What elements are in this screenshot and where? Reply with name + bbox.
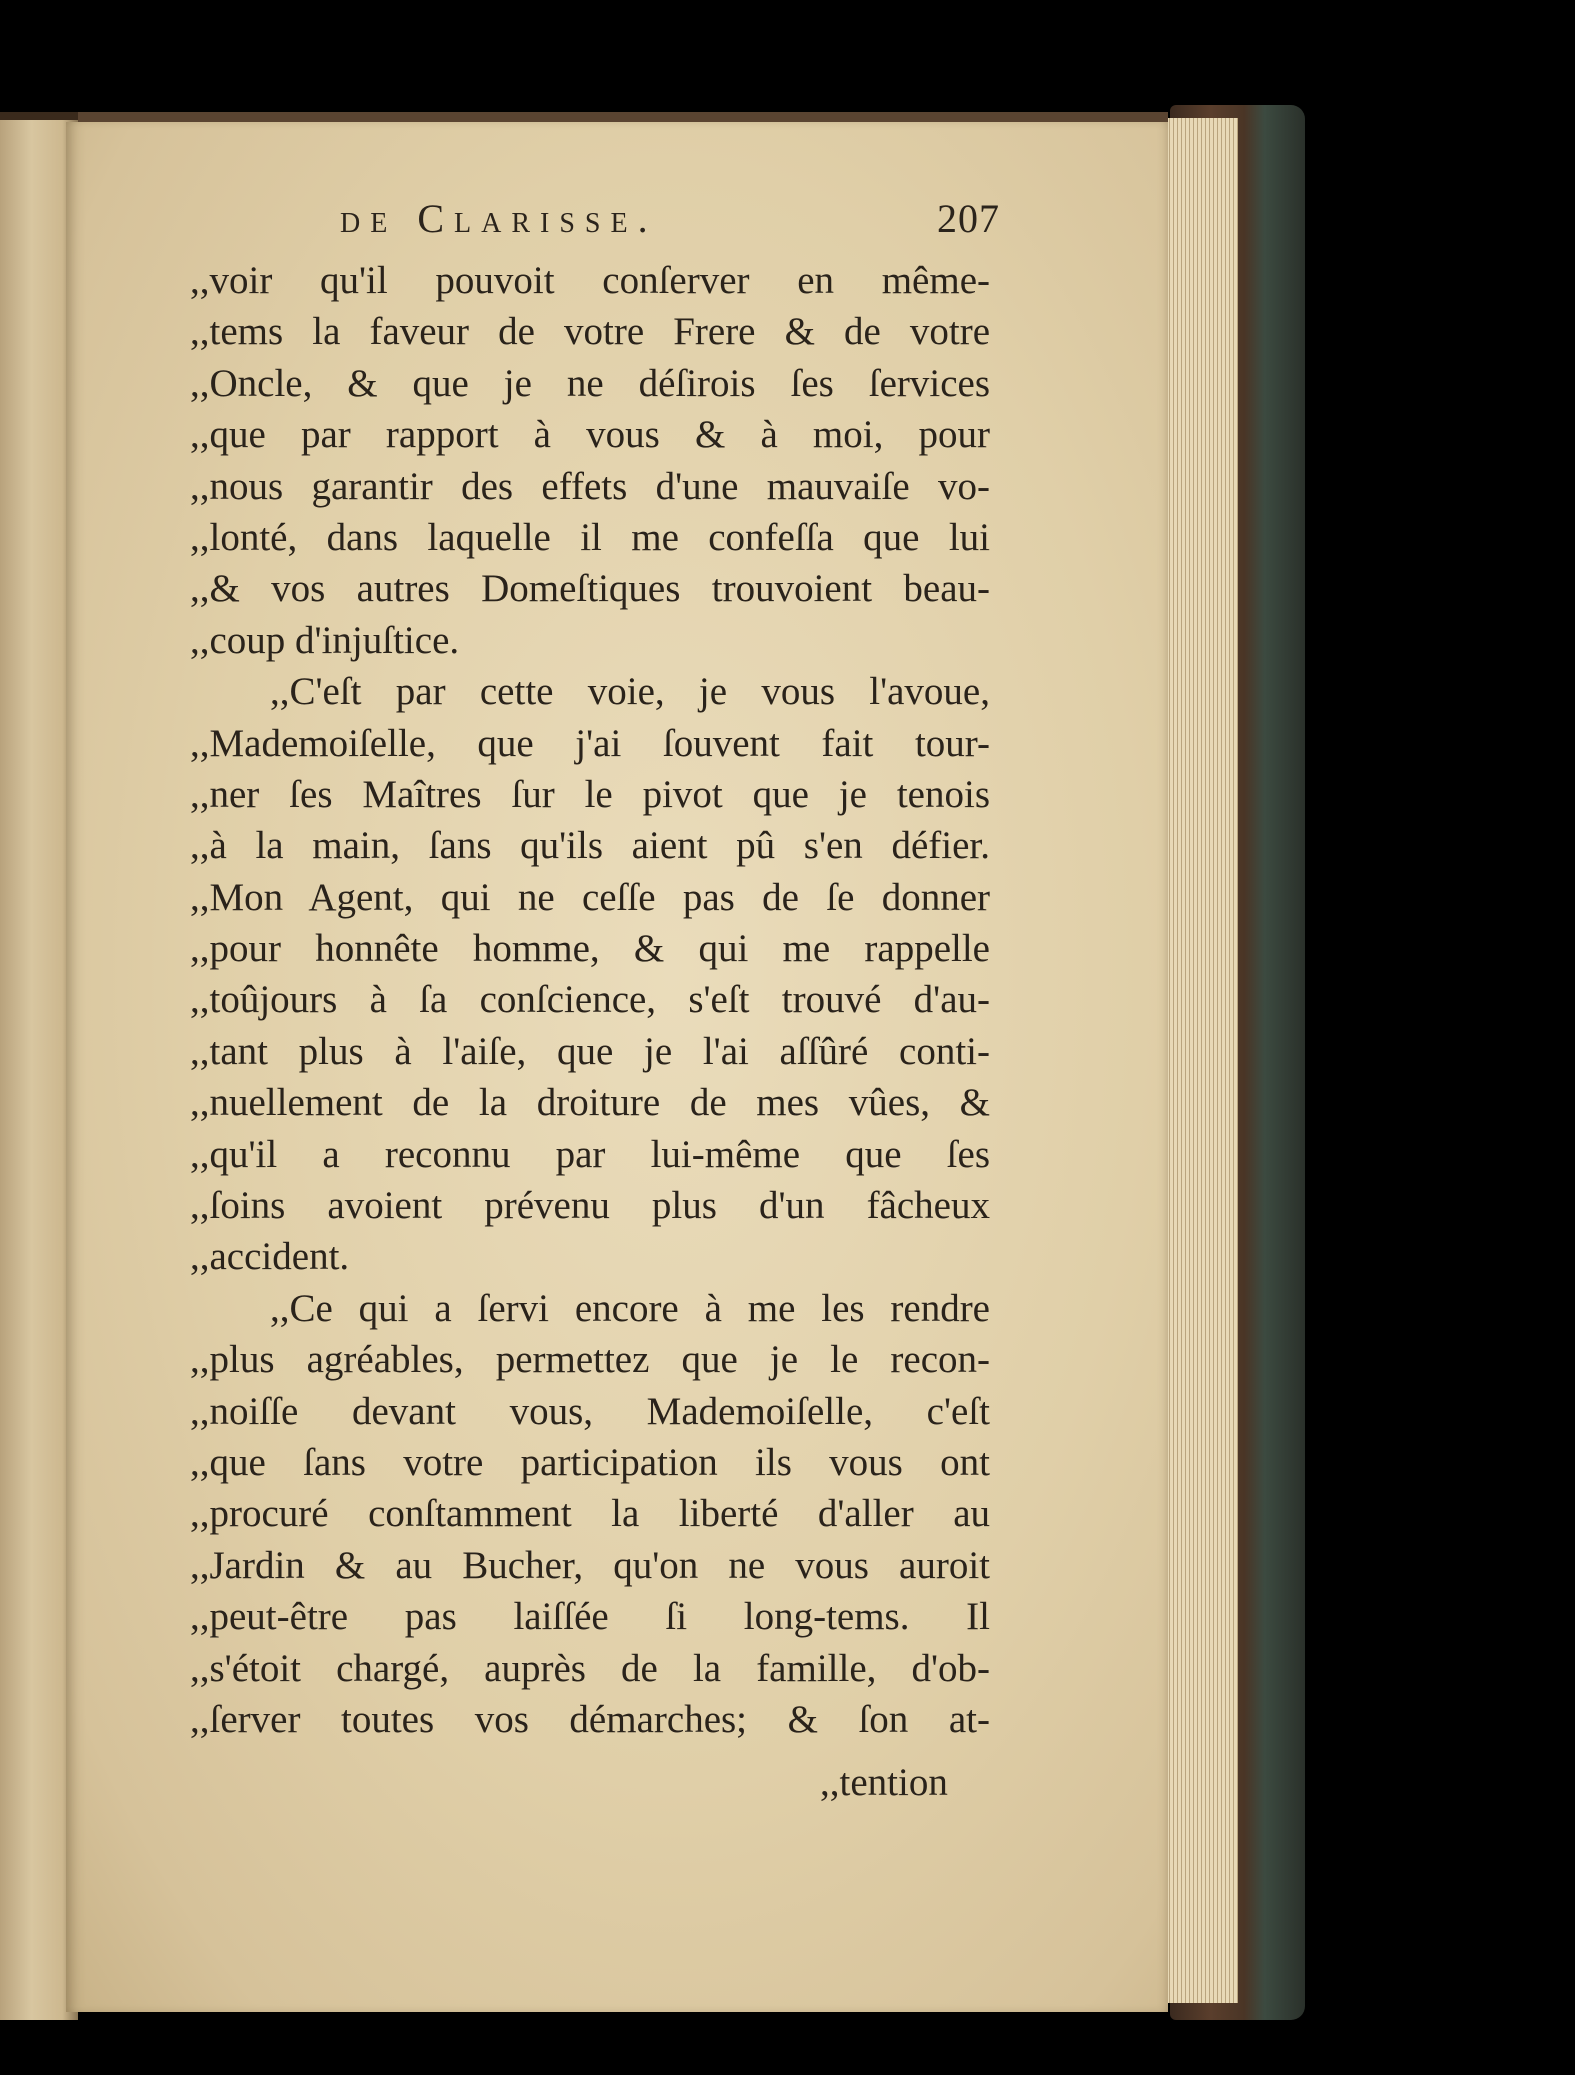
text-line: ,,peut-être pas laiſſée ſi long-tems. Il — [190, 1595, 990, 1639]
text-line: ,,coup d'injuſtice. — [190, 618, 460, 662]
text-line: ,,accident. — [190, 1235, 350, 1279]
text-line: ,,lonté, dans laquelle il me confeſſa que lui — [190, 515, 990, 559]
page-header — [340, 195, 1000, 245]
page-number: 207 — [937, 196, 1000, 241]
text-line: ,,tems la faveur de votre Frere & de votre — [190, 310, 990, 354]
text-line: ,,Oncle, & que je ne déſirois ſes ſervices — [190, 361, 990, 405]
body-text — [190, 255, 990, 1745]
text-line: ,,Ce qui a ſervi encore à me les rendre — [270, 1286, 990, 1330]
text-line: ,,tant plus à l'aiſe, que je l'ai aſſûré conti- — [190, 1029, 990, 1073]
text-line: ,,Mademoiſelle, que j'ai ſouvent fait tour- — [190, 721, 990, 765]
text-line: ,,à la main, ſans qu'ils aient pû s'en défier. — [190, 824, 990, 868]
text-line: ,,& vos autres Domeſtiques trouvoient beau- — [190, 567, 990, 611]
text-line: ,,s'étoit chargé, auprès de la famille, d'ob- — [190, 1646, 990, 1690]
text-line: ,,ner ſes Maîtres ſur le pivot que je tenois — [190, 772, 990, 816]
text-line: ,,qu'il a reconnu par lui-même que ſes — [190, 1132, 990, 1176]
text-line: ,,Mon Agent, qui ne ceſſe pas de ſe donner — [190, 875, 990, 919]
text-line: ,,noiſſe devant vous, Mademoiſelle, c'eſt — [190, 1389, 990, 1433]
text-line: ,,que par rapport à vous & à moi, pour — [190, 413, 990, 457]
text-line: ,,C'eſt par cette voie, je vous l'avoue, — [270, 670, 990, 714]
text-line: ,,nous garantir des effets d'une mauvaiſe vo- — [190, 464, 990, 508]
text-line: ,,ſoins avoient prévenu plus d'un fâcheux — [190, 1184, 990, 1228]
running-title: de Clarisse. — [340, 196, 658, 241]
text-line: ,,procuré conſtamment la liberté d'aller au — [190, 1492, 990, 1536]
text-line: ,,pour honnête homme, & qui me rappelle — [190, 927, 990, 971]
text-line: ,,voir qu'il pouvoit conſerver en même- — [190, 259, 990, 302]
text-line: ,,toûjours à ſa conſcience, s'eſt trouvé d'au- — [190, 978, 990, 1022]
text-line: ,,Jardin & au Bucher, qu'on ne vous auroit — [190, 1543, 990, 1587]
catchword: ,,tention — [820, 1761, 948, 1804]
text-line: ,,que ſans votre participation ils vous ont — [190, 1440, 990, 1484]
text-line: ,,ſerver toutes vos démarches; & ſon at- — [190, 1697, 990, 1741]
text-line: ,,nuellement de la droiture de mes vûes, & — [190, 1081, 990, 1125]
text-line: ,,plus agréables, permettez que je le recon- — [190, 1338, 990, 1382]
